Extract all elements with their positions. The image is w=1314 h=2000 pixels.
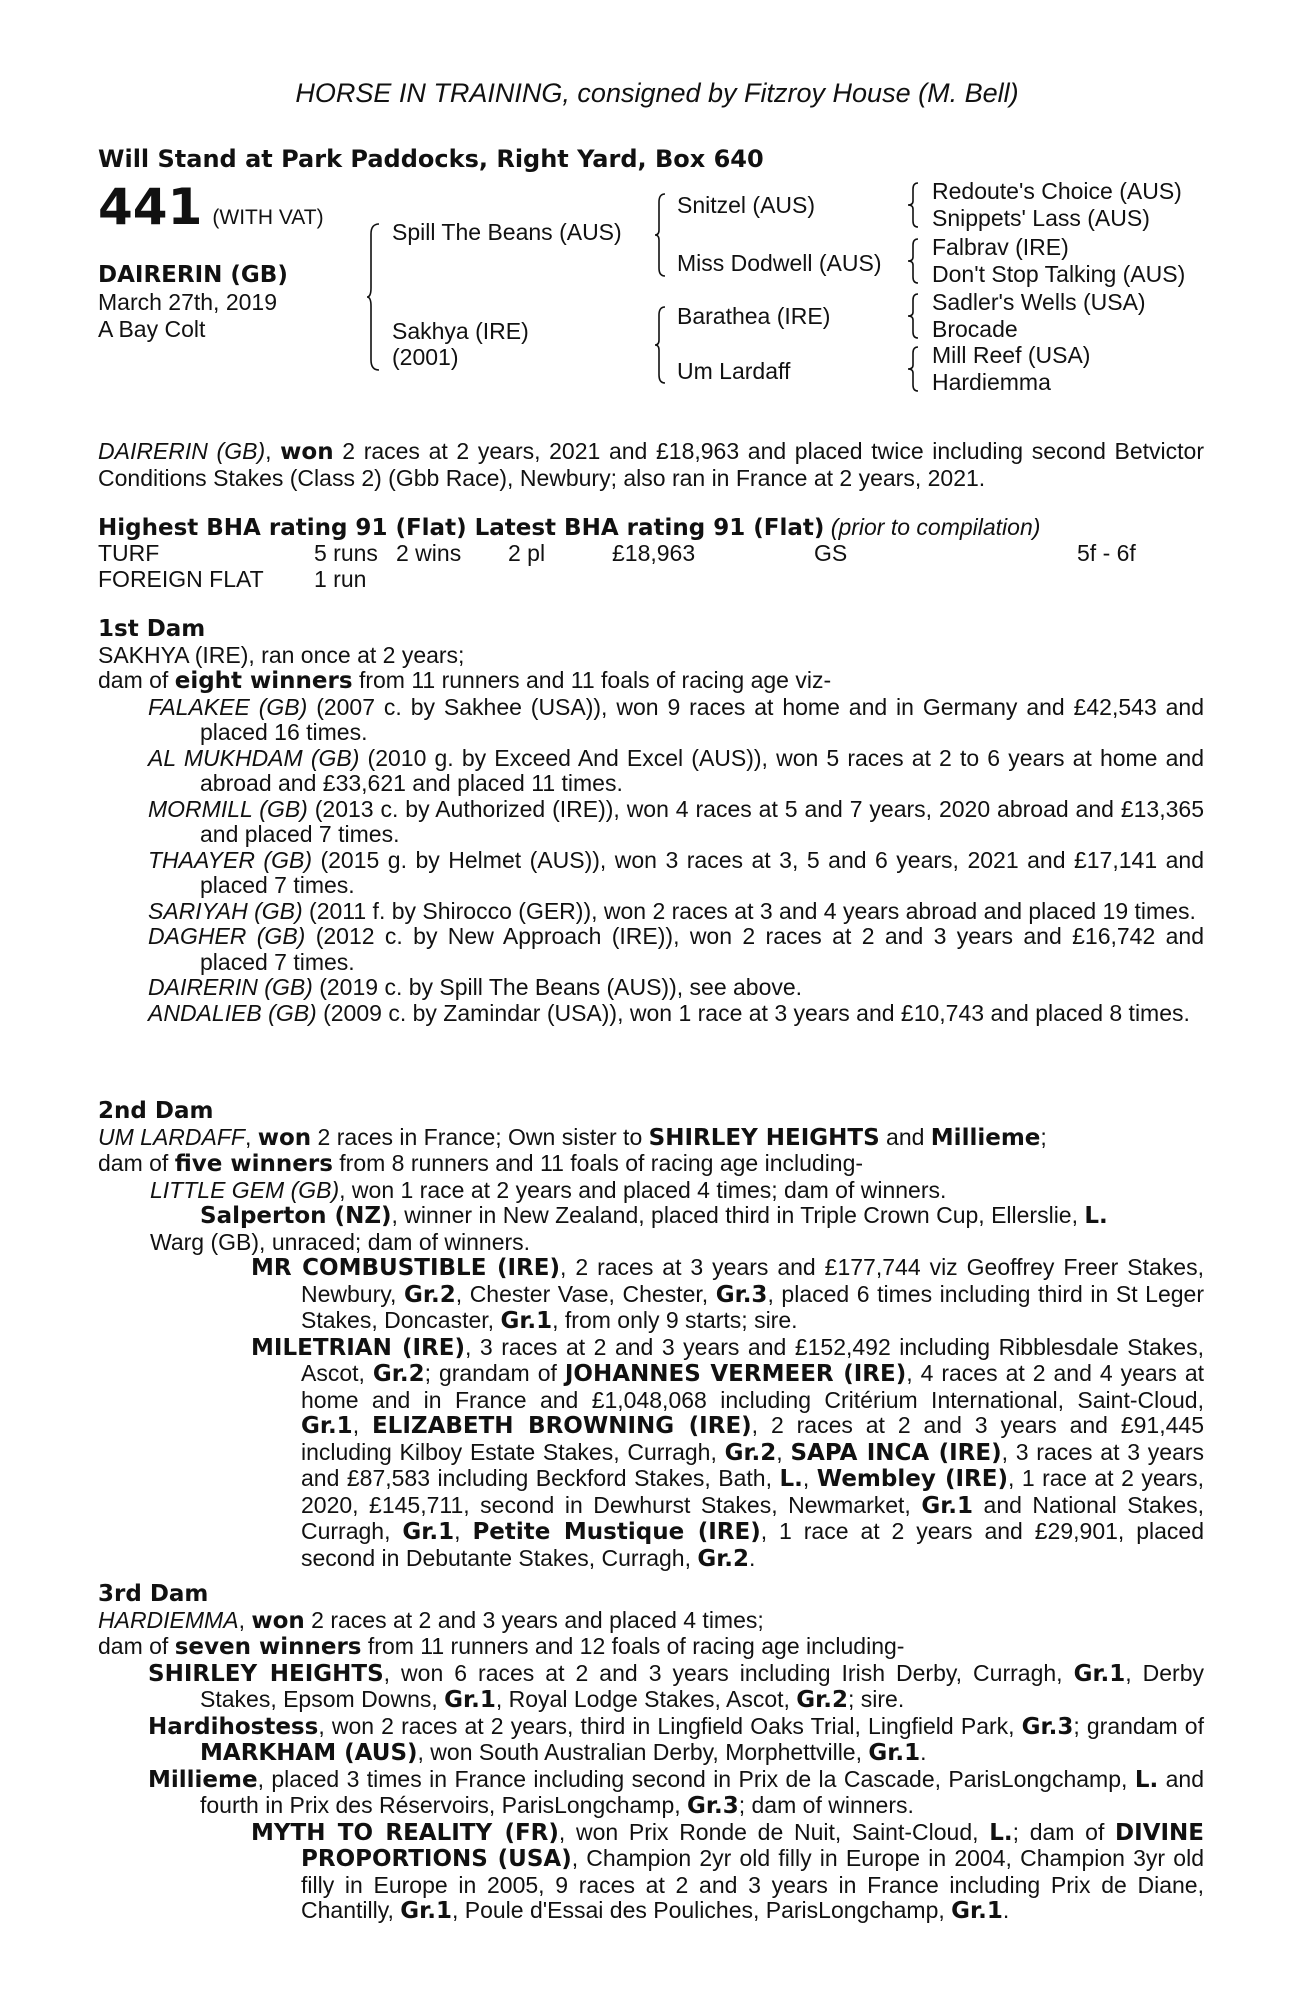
pedigree-dam: Sakhya (IRE)	[392, 318, 529, 344]
bha-rating: Highest BHA rating 91 (Flat) Latest BHA rating 91 (Flat)	[98, 515, 825, 541]
foaling-date: March 27th, 2019	[98, 289, 278, 315]
progeny-entry: AL MUKHDAM (GB) (2010 g. by Exceed And Excel (AUS)), won 5 races at 2 to 6 years at home and abroad and £33,621 and placed 11 times.	[148, 744, 1204, 796]
third-dam-intro: HARDIEMMA, won 2 races at 2 and 3 years and placed 4 times;	[98, 1606, 764, 1634]
progeny-name: AL MUKHDAM (GB)	[148, 744, 360, 771]
pedigree-g8: Hardiemma	[932, 369, 1051, 395]
progeny-entry: MYTH TO REALITY (FR), won Prix Ronde de Nuit, Saint-Cloud, L.; dam of DIVINE PROPORTIONS (USA), Champion 2yr old filly in Europe in 2004, Champion 3yr old filly in Europe in 2005, 9 races at 2 and 3 years in France including Prix de Diane, Chantilly, Gr.1, Poule d'Essai des Pouliches, ParisLongchamp, Gr.1.	[251, 1818, 1205, 1924]
second-dam-intro: UM LARDAFF, won 2 races in France; Own sister to SHIRLEY HEIGHTS and Millieme;	[98, 1123, 1047, 1151]
pedigree-sire: Spill The Beans (AUS)	[392, 219, 622, 245]
first-dam-produce: dam of eight winners from 11 runners and 11 foals of racing age viz-	[98, 667, 832, 694]
pedigree-dam-dam: Um Lardaff	[677, 358, 791, 384]
progeny-entry: FALAKEE (GB) (2007 c. by Sakhee (USA)), won 9 races at home and in Germany and £42,543 and placed 16 times.	[148, 693, 1205, 745]
lot-number: 441	[98, 178, 203, 236]
pedigree-g7: Mill Reef (USA)	[932, 342, 1091, 368]
pedigree-sire-sire: Snitzel (AUS)	[677, 192, 816, 218]
pedigree-brace-main	[367, 222, 381, 372]
horse-description: A Bay Colt	[98, 316, 206, 342]
pedigree-g1: Redoute's Choice (AUS)	[932, 178, 1182, 204]
summary-horse-name: DAIRERIN (GB)	[98, 438, 266, 464]
third-dam-heading: 3rd Dam	[98, 1581, 209, 1607]
horse-name: DAIRERIN (GB)	[98, 262, 288, 288]
pedigree-dam-year: (2001)	[392, 344, 459, 370]
second-dam-produce: dam of five winners from 8 runners and 11 foals of racing age including-	[98, 1150, 864, 1177]
pedigree-brace-sire	[655, 192, 667, 278]
going: GS	[814, 540, 848, 566]
third-dam-produce: dam of seven winners from 11 runners and 12 foals of racing age including-	[98, 1633, 905, 1660]
second-dam-section	[98, 1099, 1204, 1572]
pedigree-g2: Snippets' Lass (AUS)	[932, 205, 1150, 231]
progeny-name: THAAYER (GB)	[148, 846, 312, 873]
winners-count: eight winners	[174, 668, 353, 694]
pedigree-g6: Brocade	[932, 316, 1018, 342]
progeny-name: ANDALIEB (GB)	[148, 999, 317, 1026]
race-summary: DAIRERIN (GB), won 2 races at 2 years, 2021 and £18,963 and placed twice including second Betvictor Conditions Stakes (Class 2) (Gbb Race), Newbury; also ran in France at 2 years, 2021.	[98, 438, 1205, 491]
pedigree-brace-g2	[908, 237, 920, 285]
distance: 5f - 6f	[1077, 540, 1136, 566]
progeny-entry: DAIRERIN (GB) (2019 c. by Spill The Beans (AUS)), see above.	[148, 974, 803, 1000]
third-dam-section	[98, 1582, 1204, 1925]
progeny-name: FALAKEE (GB)	[148, 693, 308, 720]
first-dam-intro: SAKHYA (IRE), ran once at 2 years;	[98, 641, 465, 668]
progeny-entry: MR COMBUSTIBLE (IRE), 2 races at 3 years and £177,744 viz Geoffrey Freer Stakes, Newbury, Gr.2, Chester Vase, Chester, Gr.3, placed 6 times including third in St Leger Stakes, Doncaster, Gr.1, from only 9 starts; sire.	[251, 1254, 1205, 1334]
progeny-entry: LITTLE GEM (GB), won 1 race at 2 years and placed 4 times; dam of winners.	[150, 1176, 947, 1203]
rating-note: (prior to compilation)	[830, 514, 1041, 540]
summary-won: won	[280, 439, 334, 465]
stand-location: Will Stand at Park Paddocks, Right Yard, Box 640	[98, 145, 764, 173]
vat-note: (WITH VAT)	[212, 205, 324, 229]
progeny-entry: Millieme, placed 3 times in France including second in Prix de la Cascade, ParisLongchamp, L. and fourth in Prix des Réservoirs, ParisLongchamp, Gr.3; dam of winners.	[148, 1765, 1205, 1819]
lot-header	[98, 178, 324, 236]
pedigree-g4: Don't Stop Talking (AUS)	[932, 261, 1186, 287]
progeny-name: MORMILL (GB)	[148, 795, 308, 822]
surface: FOREIGN FLAT	[98, 565, 264, 592]
placed: 2 pl	[508, 540, 546, 566]
pedigree-brace-g1	[908, 181, 920, 229]
summary-text: 2 races at 2 years, 2021 and £18,963 and placed twice including second Betvictor Conditions Stakes (Class 2) (Gbb Race), Newbury; also ran in France at 2 years, 2021.	[98, 438, 1205, 491]
pedigree-g5: Sadler's Wells (USA)	[932, 289, 1146, 315]
horse-details	[98, 262, 288, 343]
progeny-entry: Hardihostess, won 2 races at 2 years, third in Lingfield Oaks Trial, Lingfield Park, Gr.3; grandam of MARKHAM (AUS), won South Australian Derby, Morphettville, Gr.1.	[148, 1712, 1204, 1766]
rating-line	[98, 515, 1204, 542]
pedigree-dam-sire: Barathea (IRE)	[677, 303, 831, 329]
prize-money: £18,963	[612, 540, 696, 566]
pedigree-g3: Falbrav (IRE)	[932, 234, 1069, 260]
progeny-entry: MILETRIAN (IRE), 3 races at 2 and 3 years and £152,492 including Ribblesdale Stakes, Ascot, Gr.2; grandam of JOHANNES VERMEER (IRE), 4 races at 2 and 4 years at home and in France and £1,048,068 including Critérium International, Saint-Cloud, Gr.1, ELIZABETH BROWNING (IRE), 2 races at 2 and 3 years and £91,445 including Kilboy Estate Stakes, Curragh, Gr.2, SAPA INCA (IRE), 3 races at 3 years and £87,583 including Beckford Stakes, Bath, L., Wembley (IRE), 1 race at 2 years, 2020, £145,711, second in Dewhurst Stakes, Newmarket, Gr.1 and National Stakes, Curragh, Gr.1, Petite Mustique (IRE), 1 race at 2 years and £29,901, placed second in Debutante Stakes, Curragh, Gr.2.	[251, 1333, 1205, 1572]
page-title: HORSE IN TRAINING, consigned by Fitzroy House (M. Bell)	[295, 78, 1019, 108]
pedigree-brace-g3	[908, 292, 920, 340]
progeny-entry: DAGHER (GB) (2012 c. by New Approach (IRE)), won 2 races at 2 and 3 years and £16,742 and placed 7 times.	[148, 923, 1205, 975]
pedigree-brace-g4	[908, 345, 920, 393]
progeny-name: DAIRERIN (GB)	[148, 974, 313, 1000]
first-dam-section	[98, 617, 1204, 1026]
second-dam-heading: 2nd Dam	[98, 1098, 214, 1124]
runs: 5 runs	[314, 540, 378, 566]
wins: 2 wins	[396, 540, 462, 566]
pedigree-sire-dam: Miss Dodwell (AUS)	[677, 250, 882, 276]
progeny-entry: Warg (GB), unraced; dam of winners.	[150, 1228, 531, 1255]
progeny-entry: MORMILL (GB) (2013 c. by Authorized (IRE)), won 4 races at 5 and 7 years, 2020 abroad and £13,365 and placed 7 times.	[148, 795, 1204, 847]
progeny-entry: SHIRLEY HEIGHTS, won 6 races at 2 and 3 years including Irish Derby, Curragh, Gr.1, Derby Stakes, Epsom Downs, Gr.1, Royal Lodge Stakes, Ascot, Gr.2; sire.	[148, 1659, 1205, 1713]
progeny-entry: Salperton (NZ), winner in New Zealand, placed third in Triple Crown Cup, Ellerslie, L.	[200, 1202, 1108, 1229]
progeny-entry: THAAYER (GB) (2015 g. by Helmet (AUS)), won 3 races at 3, 5 and 6 years, 2021 and £17,141 and placed 7 times.	[148, 846, 1204, 898]
pedigree-brace-dam	[655, 305, 667, 385]
surface: TURF	[98, 540, 160, 566]
first-dam-heading: 1st Dam	[98, 616, 206, 642]
progeny-name: DAGHER (GB)	[148, 923, 306, 949]
progeny-entry: SARIYAH (GB) (2011 f. by Shirocco (GER)), won 2 races at 3 and 4 years abroad and placed 19 times.	[148, 897, 1196, 924]
runs: 1 run	[314, 565, 367, 592]
progeny-name: SARIYAH (GB)	[148, 897, 303, 924]
progeny-entry: ANDALIEB (GB) (2009 c. by Zamindar (USA)), won 1 race at 3 years and £10,743 and placed 8 times.	[148, 999, 1190, 1026]
